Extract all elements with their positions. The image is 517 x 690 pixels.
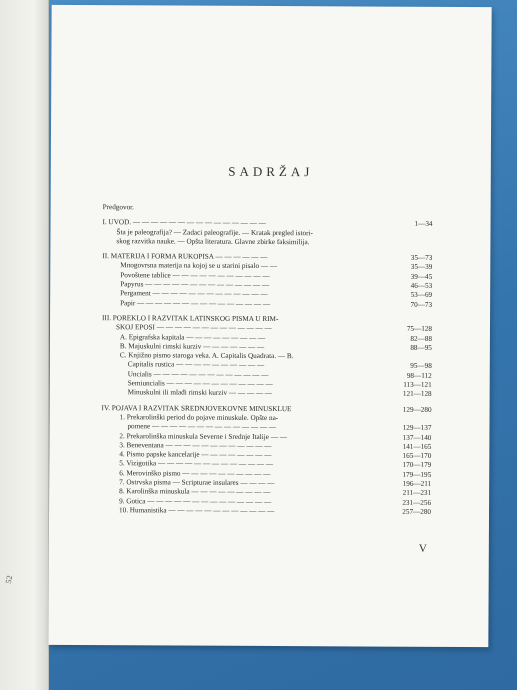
toc-entry bbox=[102, 237, 432, 248]
toc-entry-pages: 231—256 bbox=[402, 498, 432, 507]
toc-entry-pages: 137—140 bbox=[402, 433, 432, 442]
toc-entry-title: I. UVOD. — — — — — — — — — — — — — — — bbox=[102, 218, 266, 228]
book-page bbox=[48, 5, 491, 647]
toc-entry-title: Mnogovrsna materija na kojoj se u starini pisalo — — bbox=[120, 261, 278, 271]
toc-entry-pages: 35—73 bbox=[410, 253, 433, 263]
toc-entry-pages: 121—128 bbox=[402, 390, 432, 399]
page-title: SADRŽAJ bbox=[228, 163, 314, 180]
toc-entry-title: 7. Ostrvska pisma — Scripturae insulares — — — — bbox=[119, 478, 275, 488]
toc-entry-title: Uncialis — — — — — — — — — — — — — bbox=[127, 370, 269, 379]
toc-entry-title: Minuskulni ili mlađi rimski kurziv — — — — — bbox=[127, 388, 273, 398]
toc-entry-pages: 196—211 bbox=[402, 479, 432, 488]
toc-entry-title: 10. Humanistika — — — — — — — — — — — — bbox=[119, 506, 275, 515]
toc-entry-pages: 1—34 bbox=[414, 220, 433, 229]
toc-entry-title: A. Epigrafska kapitala — — — — — — — — — bbox=[119, 332, 266, 342]
toc-entry-pages: 98—112 bbox=[406, 371, 432, 380]
toc-entry-title: Semiuncialis — — — — — — — — — — — — bbox=[127, 379, 273, 389]
toc-entry-title: 8. Karolinška minuskula — — — — — — — — — bbox=[119, 487, 271, 497]
toc-entry-title: 5. Vizigotika — — — — — — — — — — — — — bbox=[119, 459, 274, 469]
page-number: V bbox=[418, 542, 427, 555]
toc-entry-pages: 179—195 bbox=[402, 470, 432, 479]
toc-entry-title: Papyrus — — — — — — — — — — — — — — bbox=[120, 280, 270, 290]
toc-entry-title: Povoštene tablice — — — — — — — — — — — bbox=[120, 270, 270, 280]
toc-entry-title: skog razvitka nauke. — Opšta literatura. Glavne zbirke faksimilija. bbox=[116, 237, 310, 247]
toc-entry-title: Predgovor. bbox=[102, 203, 134, 212]
toc-entry-pages: 70—73 bbox=[410, 300, 433, 309]
toc-entry-title: C. Knjižno pismo staroga veka. A. Capitalis Quadrata. — B. bbox=[119, 351, 294, 361]
toc-entry-pages: 82—88 bbox=[410, 334, 432, 343]
previous-page-edge bbox=[0, 0, 49, 690]
toc-entry bbox=[102, 299, 432, 310]
toc-entry-title: IV. POJAVA I RAZVITAK SREDNJOVEKOVNE MINUSKLUE bbox=[101, 403, 292, 413]
toc-entry-title: Papir — — — — — — — — — — — — — — — bbox=[120, 298, 271, 308]
toc-entry-pages: 129—280 bbox=[402, 405, 432, 414]
toc-entry-pages: 75—128 bbox=[406, 324, 433, 334]
toc-entry-pages: 88—95 bbox=[410, 343, 432, 352]
toc-entry-title: 9. Gotica — — — — — — — — — — — — — — bbox=[119, 496, 272, 506]
toc-entry-pages: 211—231 bbox=[402, 489, 432, 498]
toc-entry bbox=[102, 388, 432, 399]
toc-entry-pages: 39—45 bbox=[410, 272, 433, 281]
toc-entry-title: 4. Pismo papske kancelarije — — — — — — — — bbox=[119, 450, 272, 460]
toc-entry-title: pomene — — — — — — — — — — — — — — bbox=[127, 422, 277, 432]
toc-entry-title: SKOJ EPOSI — — — — — — — — — — — — — bbox=[115, 323, 272, 333]
toc-entry-title: III. POREKLO I RAZVITAK LATINSKOG PISMA U RIM- bbox=[102, 314, 279, 324]
toc-entry bbox=[101, 506, 431, 517]
toc-entry-title: Capitalis rustica — — — — — — — — — — bbox=[127, 360, 265, 370]
toc-entry-pages: 165—170 bbox=[402, 451, 432, 460]
toc-entry-title: Šta je paleografija? — Zadaci paleografije. — Kratak pregled istori- bbox=[116, 227, 313, 237]
toc-entry-title: B. Majuskulni rimski kurziv — — — — — — — bbox=[119, 342, 265, 351]
toc-entry-pages: 113—121 bbox=[403, 380, 432, 389]
table-of-contents bbox=[101, 203, 433, 517]
toc-entry-pages: 95—98 bbox=[410, 362, 432, 371]
toc-entry-pages: 53—69 bbox=[410, 291, 433, 300]
toc-entry-pages: 170—179 bbox=[402, 461, 432, 470]
toc-entry-title: 2. Prekarolinška minuskula Severne i Srednje Italije — — bbox=[119, 431, 287, 441]
toc-entry-pages: 257—280 bbox=[402, 507, 432, 516]
toc-entry-title: II. MATERIJA I FORMA RUKOPISA — — — — — — bbox=[102, 252, 268, 262]
toc-entry-pages: 46—53 bbox=[410, 281, 433, 290]
toc-entry-pages: 35—39 bbox=[410, 263, 433, 272]
toc-entry-title: Pergament — — — — — — — — — — — — — bbox=[120, 289, 268, 299]
toc-entry-pages: 129—137 bbox=[402, 423, 432, 433]
toc-entry bbox=[103, 203, 433, 214]
toc-entry-title: 6. Merovinško pismo — — — — — — — — — — bbox=[119, 468, 271, 478]
toc-entry-title: 1. Prekarolinški period do pojave minuskule. Opšte na- bbox=[119, 413, 279, 422]
toc-entry-title: 3. Beneventana — — — — — — — — — — — — bbox=[119, 441, 272, 450]
toc-entry-pages: 141—165 bbox=[402, 442, 432, 451]
previous-page-marking: 52 bbox=[3, 574, 15, 585]
